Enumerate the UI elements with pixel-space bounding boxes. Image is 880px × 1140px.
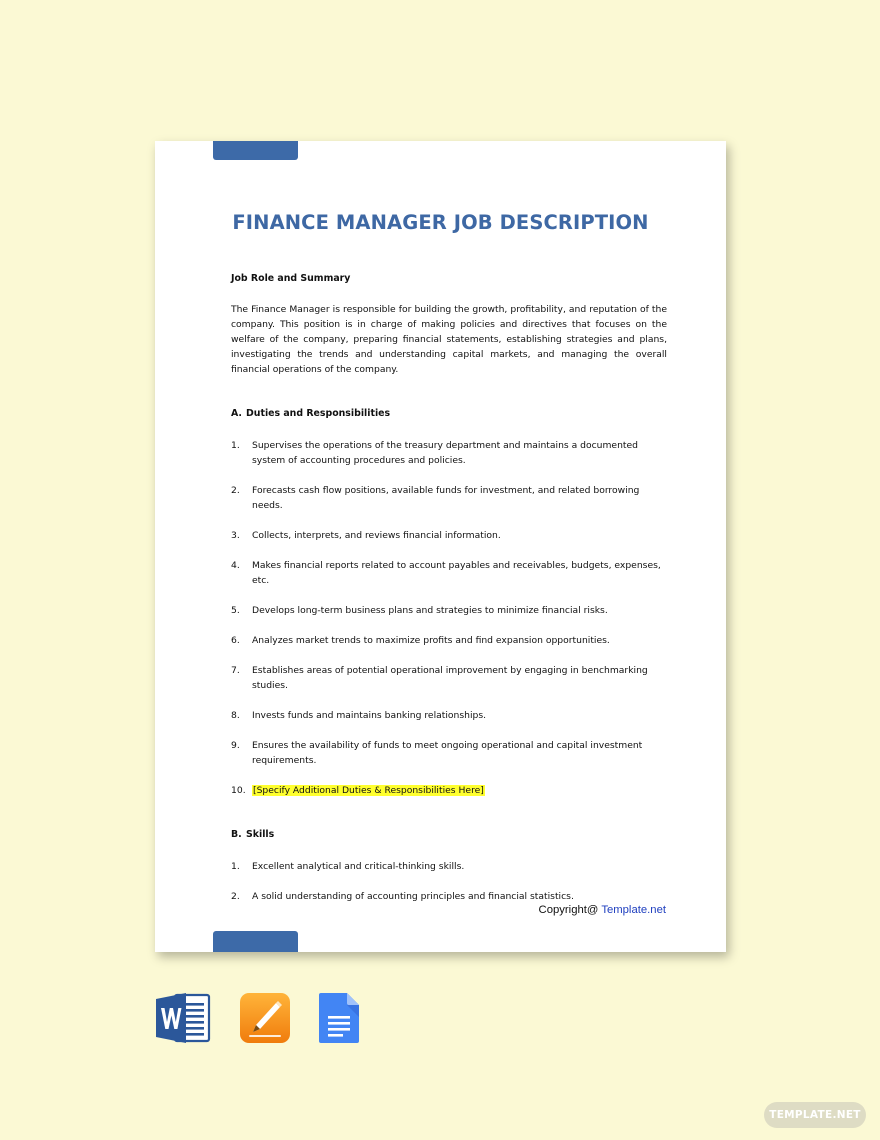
list-item-number: 2. <box>231 485 240 496</box>
list-item-number: 1. <box>231 861 240 872</box>
skills-heading <box>231 829 667 841</box>
list-item <box>231 783 667 798</box>
skills-heading-label: B. <box>231 829 242 840</box>
list-item <box>231 859 667 874</box>
list-item <box>231 558 667 588</box>
list-item-text: Forecasts cash flow positions, available funds for investment, and related borrowing needs. <box>252 485 640 511</box>
list-item-text: Analyzes market trends to maximize profits and find expansion opportunities. <box>252 635 610 646</box>
list-item-number: 2. <box>231 891 240 902</box>
list-item-text: Ensures the availability of funds to meet ongoing operational and capital investment requirements. <box>252 740 643 766</box>
list-item <box>231 708 667 723</box>
list-item-text: Supervises the operations of the treasury department and maintains a documented system of accounting procedures and policies. <box>252 440 638 466</box>
list-item-text: Invests funds and maintains banking relationships. <box>252 710 487 721</box>
google-docs-icon[interactable] <box>318 992 360 1044</box>
list-item <box>231 738 667 768</box>
list-item-number: 7. <box>231 665 240 676</box>
duties-heading-text: Duties and Responsibilities <box>246 408 391 419</box>
list-item-text: Collects, interprets, and reviews financial information. <box>252 530 501 541</box>
duties-heading-label: A. <box>231 408 242 419</box>
list-item <box>231 603 667 618</box>
list-item <box>231 483 667 513</box>
document-bottom-tab <box>213 931 298 952</box>
list-item-text: A solid understanding of accounting principles and financial statistics. <box>252 891 574 902</box>
list-item <box>231 528 667 543</box>
document-title: FINANCE MANAGER JOB DESCRIPTION <box>232 211 649 234</box>
copyright-note <box>539 904 666 916</box>
list-item <box>231 633 667 648</box>
list-item-text: Makes financial reports related to account payables and receivables, budgets, expenses, etc. <box>252 560 661 586</box>
pages-icon[interactable] <box>239 992 291 1044</box>
list-item-number: 1. <box>231 440 240 451</box>
highlighted-placeholder: [Specify Additional Duties & Responsibilities Here] <box>253 785 484 796</box>
role-summary: The Finance Manager is responsible for building the growth, profitability, and reputation of the company. This position is in charge of making policies and directives that focuses on the welfare of the company, preparing financial statements, establishing strategies and plans, investigating the trends and understanding capital markets, and managing the overall financial operations of the company. <box>231 304 667 375</box>
list-item-number: 3. <box>231 530 240 541</box>
list-item-number: 4. <box>231 560 240 571</box>
list-item-number: 6. <box>231 635 240 646</box>
list-item <box>231 438 667 468</box>
list-item <box>231 889 667 904</box>
copyright-prefix: Copyright@ <box>538 904 602 916</box>
duties-heading <box>231 408 667 420</box>
template-net-watermark: TEMPLATE.NET <box>764 1102 866 1128</box>
list-item-number: 10. <box>231 785 246 796</box>
duties-list <box>231 438 667 798</box>
list-item-text: Excellent analytical and critical-thinking skills. <box>252 861 465 872</box>
list-item-number: 9. <box>231 740 240 751</box>
document-body <box>231 273 667 904</box>
list-item-text: Establishes areas of potential operational improvement by engaging in benchmarking studies. <box>252 665 648 691</box>
list-item-text: Develops long-term business plans and strategies to minimize financial risks. <box>252 605 608 616</box>
skills-list <box>231 859 667 904</box>
skills-heading-text: Skills <box>246 829 275 840</box>
template-net-link[interactable]: Template.net <box>601 904 666 916</box>
document-top-tab <box>213 141 298 160</box>
list-item-number: 8. <box>231 710 240 721</box>
list-item-number: 5. <box>231 605 240 616</box>
role-heading: Job Role and Summary <box>231 273 351 284</box>
list-item <box>231 663 667 693</box>
word-icon[interactable] <box>155 992 211 1044</box>
